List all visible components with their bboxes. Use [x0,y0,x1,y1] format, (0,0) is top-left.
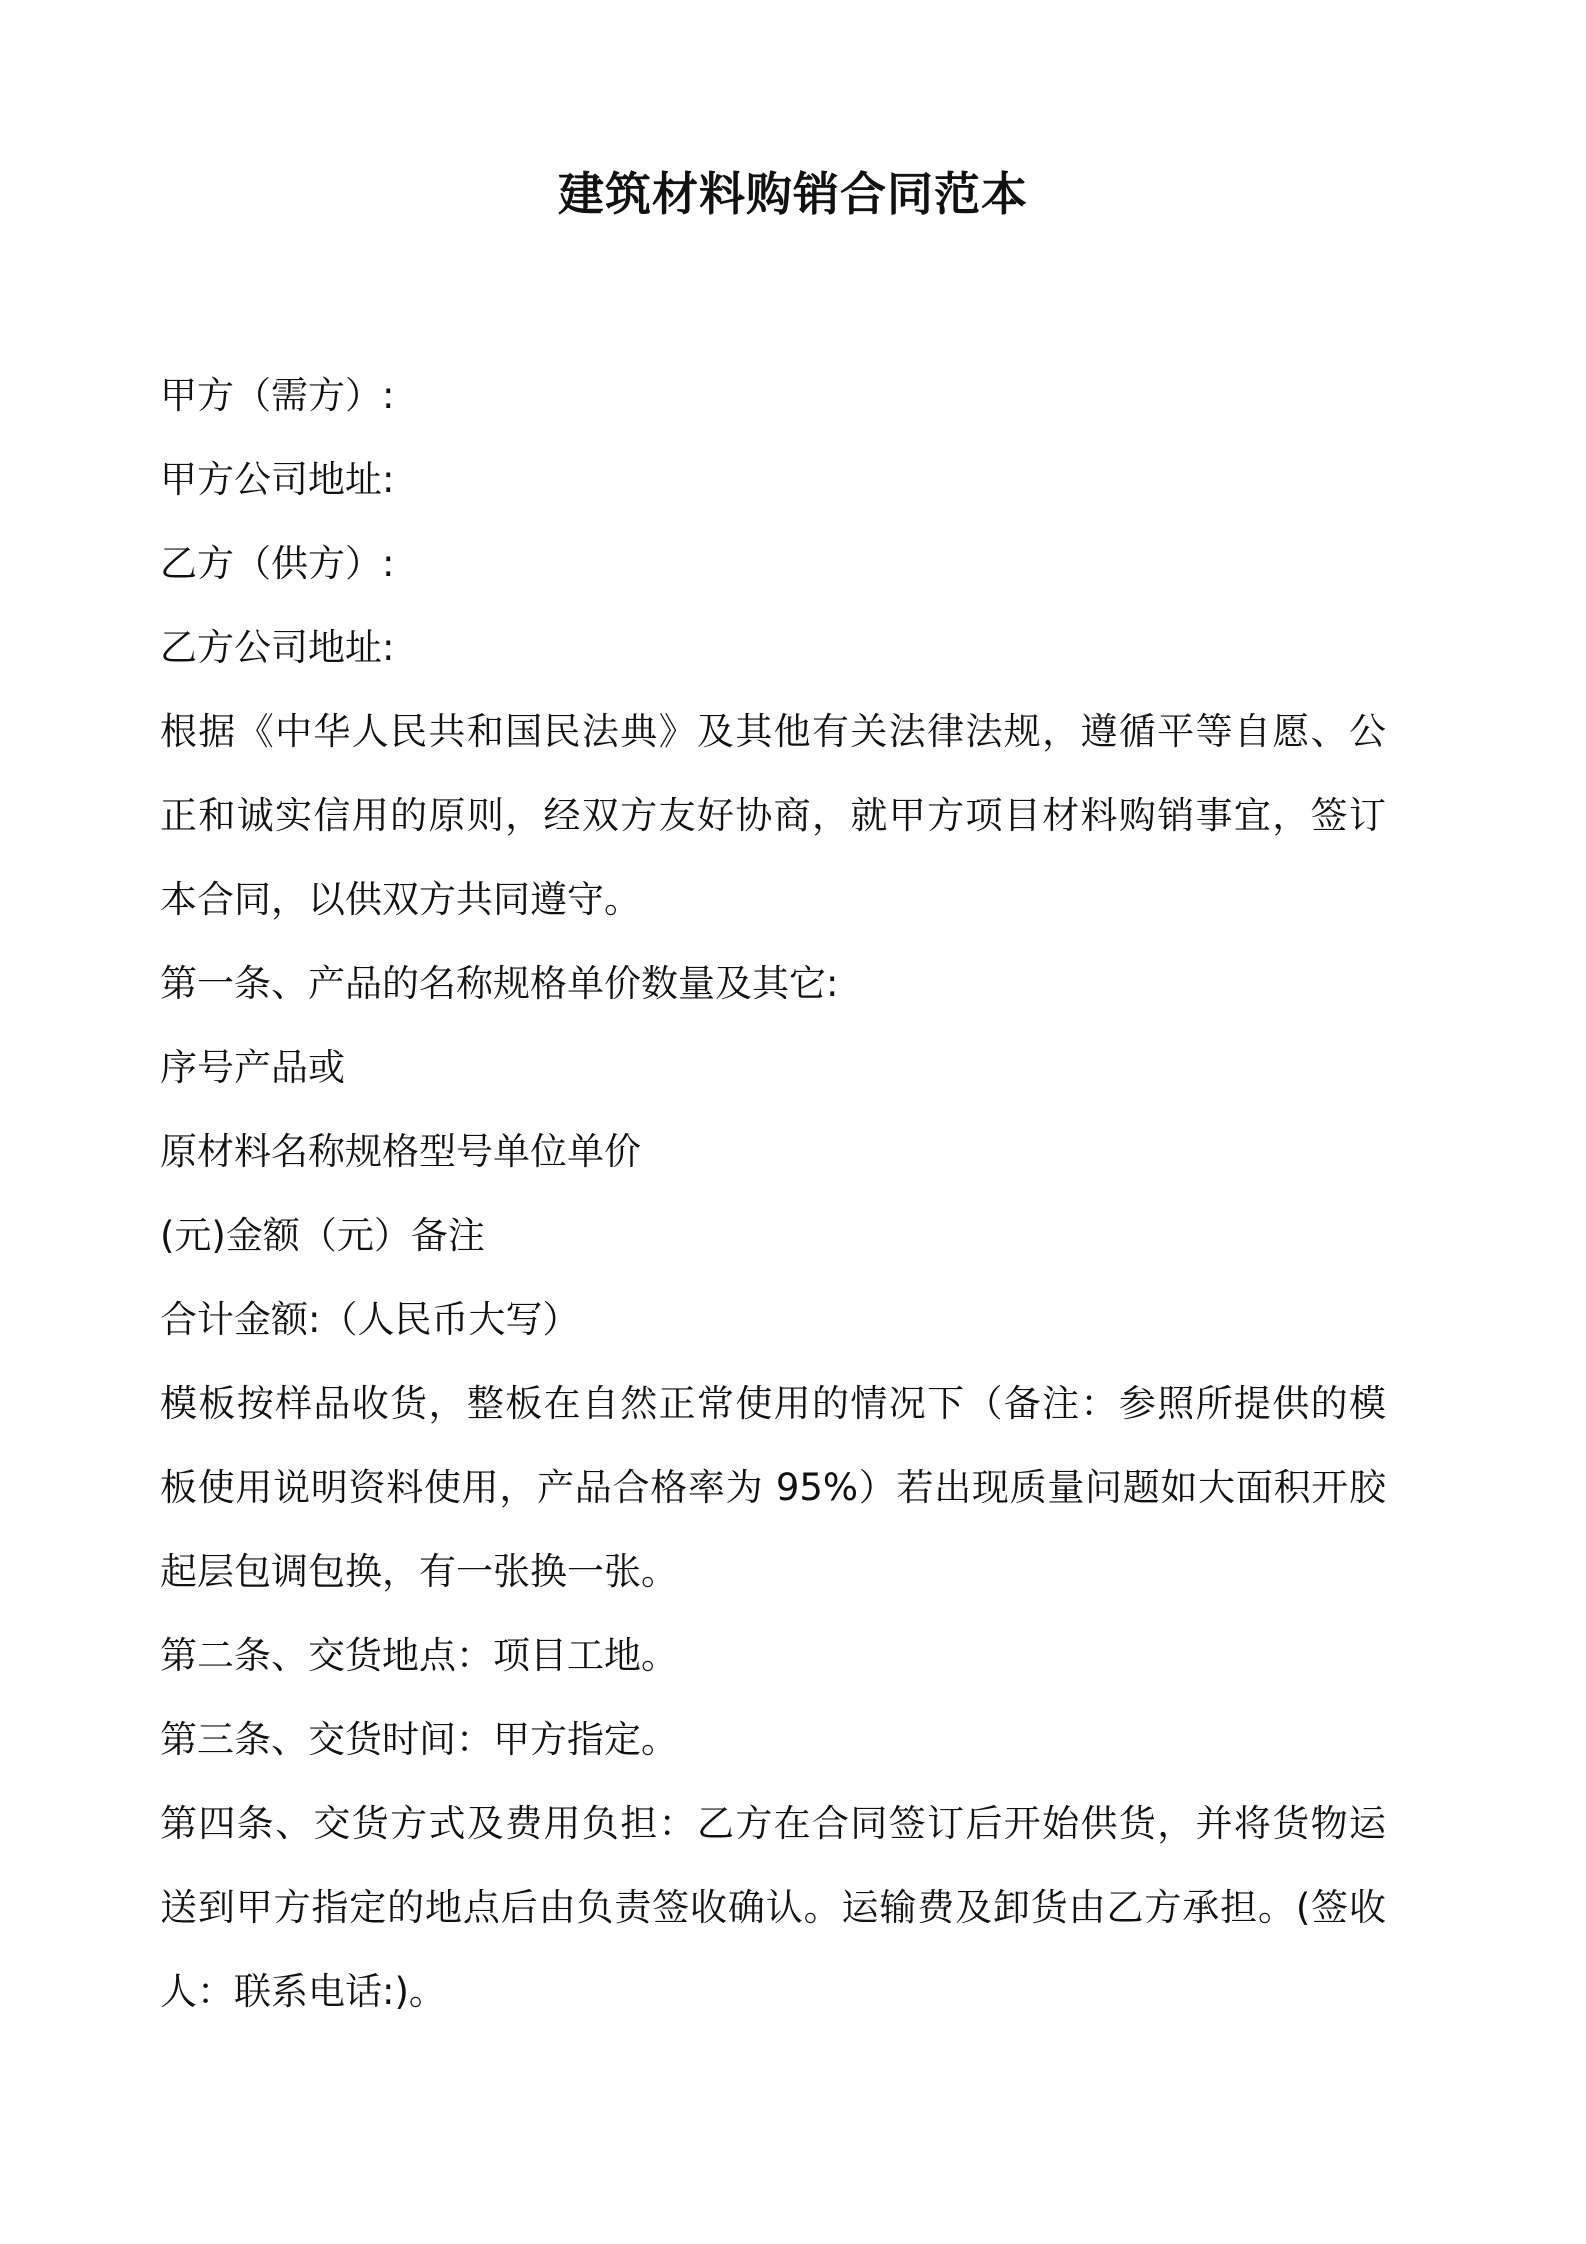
article-2-line: 第二条、交货地点：项目工地。 [160,1634,678,1677]
preamble-line-3: 本合同，以供双方共同遵守。 [160,878,641,921]
party-b-line: 乙方（供方）: [160,542,395,585]
document-body [160,354,1386,2034]
party-a-line: 甲方（需方）: [160,374,395,417]
article-4-line-2: 送到甲方指定的地点后由负责签收确认。运输费及卸货由乙方承担。(签收 [160,1886,1386,1929]
quality-clause-line-2: 板使用说明资料使用，产品合格率为 95%）若出现质量问题如大面积开胶 [160,1466,1386,1509]
article-4-line-1: 第四条、交货方式及费用负担：乙方在合同签订后开始供货，并将货物运 [160,1802,1386,1845]
document-title: 建筑材料购销合同范本 [558,167,1028,221]
article-4-line-3: 人：联系电话:)。 [160,1970,446,2013]
preamble-line-1: 根据《中华人民共和国民法典》及其他有关法律法规，遵循平等自愿、公 [160,710,1386,753]
quality-clause-line-3: 起层包调包换，有一张换一张。 [160,1550,678,1593]
article-3-line: 第三条、交货时间：甲方指定。 [160,1718,678,1761]
total-amount-line: 合计金额:（人民币大写） [160,1298,580,1341]
article-1-heading: 第一条、产品的名称规格单价数量及其它: [160,962,839,1005]
quality-clause-line-1: 模板按样品收货，整板在自然正常使用的情况下（备注：参照所提供的模 [160,1382,1386,1425]
table-header-line-3: (元)金额（元）备注 [160,1214,485,1257]
party-a-address-line: 甲方公司地址: [160,458,395,501]
table-header-line-1: 序号产品或 [160,1046,345,1089]
preamble-line-2: 正和诚实信用的原则，经双方友好协商，就甲方项目材料购销事宜，签订 [160,794,1386,837]
party-b-address-line: 乙方公司地址: [160,626,395,669]
table-header-line-2: 原材料名称规格型号单位单价 [160,1130,641,1173]
